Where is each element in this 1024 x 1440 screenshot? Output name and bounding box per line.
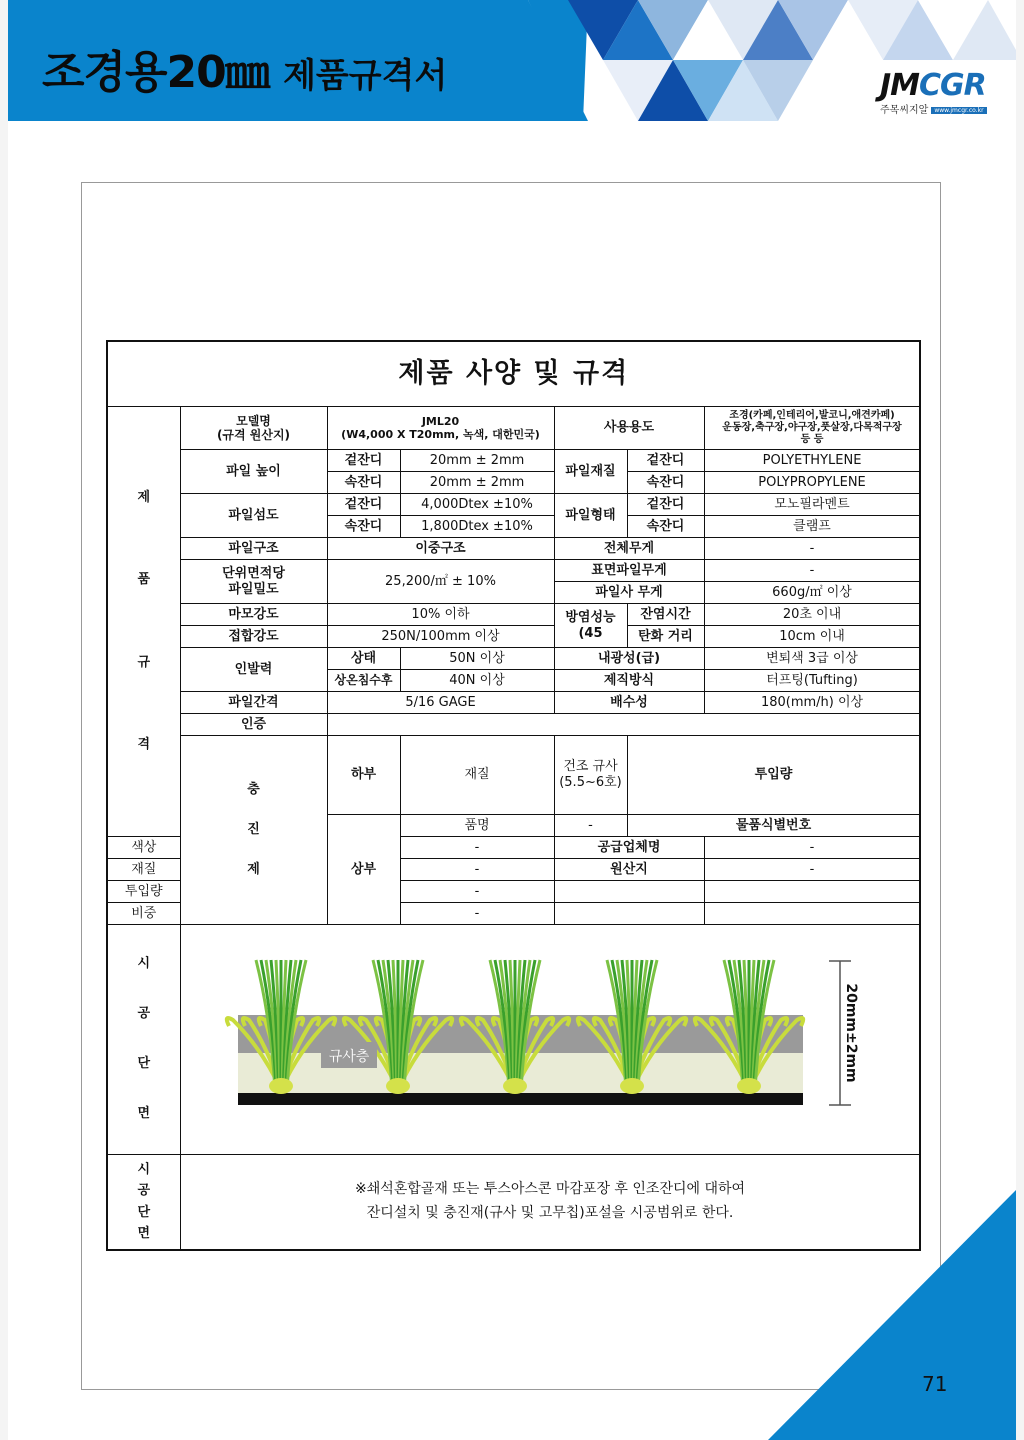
pile-material-inner-label: 속잔디 — [627, 472, 704, 494]
tuft-bind-state-value: 50N 이상 — [400, 648, 554, 670]
turf-cross-section-illustration — [181, 925, 919, 1149]
logo-url: www.jmcgr.co.kr — [931, 107, 986, 114]
pile-height-label: 파일 높이 — [180, 450, 327, 494]
pile-shape-inner-value: 클램프 — [704, 516, 920, 538]
abrasion-value: 10% 이하 — [327, 604, 554, 626]
drainage-label: 배수성 — [554, 692, 704, 714]
infill-upper-label: 상부 — [327, 814, 400, 924]
infill-amount-label: 투입량 — [627, 736, 920, 815]
pile-fineness-inner-label: 속잔디 — [327, 516, 400, 538]
pile-height-inner-value: 20mm ± 2mm — [400, 472, 554, 494]
height-dimension-label: 20mm±2mm — [843, 983, 860, 1083]
infill-color-label: 색상 — [107, 836, 180, 858]
bond-strength-value: 250N/100mm 이상 — [327, 626, 554, 648]
afterflame-value: 20초 이내 — [704, 604, 920, 626]
model-label: 모델명 (규격 원산지) — [180, 407, 327, 450]
afterflame-label: 잔염시간 — [627, 604, 704, 626]
use-label: 사용용도 — [554, 407, 704, 450]
tuft-bind-soak-label: 상온침수후 — [327, 670, 400, 692]
sand-layer-label: 규사층 — [328, 1048, 370, 1065]
pile-height-outer-value: 20mm ± 2mm — [400, 450, 554, 472]
empty-cell — [704, 902, 920, 924]
product-id-label: 물품식별번호 — [627, 814, 920, 836]
section-product-spec: 제 품 규 격 — [107, 407, 180, 837]
total-weight-value: - — [704, 538, 920, 560]
infill-item-name-label: 품명 — [400, 814, 554, 836]
section-scope: 시 공 단 면 — [107, 1154, 180, 1250]
table-title: 제품 사양 및 규격 — [107, 341, 920, 407]
infill-item-name-value: - — [554, 814, 627, 836]
pile-material-label: 파일재질 — [554, 450, 627, 494]
title-sub: 제품규격서 — [283, 56, 448, 96]
abrasion-label: 마모강도 — [180, 604, 327, 626]
infill-upper-material-value: - — [400, 858, 554, 880]
pile-shape-label: 파일형태 — [554, 494, 627, 538]
section-infill: 충 진 제 — [180, 736, 327, 925]
pile-structure-value: 이중구조 — [327, 538, 554, 560]
pile-fineness-inner-value: 1,800Dtex ±10% — [400, 516, 554, 538]
pile-material-inner-value: POLYPROPYLENE — [704, 472, 920, 494]
tuft-bind-label: 인발력 — [180, 648, 327, 692]
cross-section-diagram — [180, 924, 920, 1154]
manufacture-value: 터프팅(Tufting) — [704, 670, 920, 692]
infill-lower-label: 하부 — [327, 736, 400, 815]
surface-pile-weight-label: 표면파일무게 — [554, 560, 704, 582]
certification-label: 인증 — [180, 714, 327, 736]
char-length-value: 10cm 이내 — [704, 626, 920, 648]
flame-label: 방염성능 (45 — [554, 604, 627, 648]
pile-shape-outer-value: 모노필라멘트 — [704, 494, 920, 516]
pile-structure-label: 파일구조 — [180, 538, 327, 560]
empty-cell — [704, 880, 920, 902]
bond-strength-label: 접합강도 — [180, 626, 327, 648]
pile-density-label: 단위면적당 파일밀도 — [180, 560, 327, 604]
supplier-value: - — [704, 836, 920, 858]
infill-gravity-value: - — [400, 902, 554, 924]
empty-cell — [554, 902, 704, 924]
pile-shape-outer-label: 겉잔디 — [627, 494, 704, 516]
infill-lower-material-label: 재질 — [400, 736, 554, 815]
pile-yarn-weight-label: 파일사 무게 — [554, 582, 704, 604]
gauge-label: 파일간격 — [180, 692, 327, 714]
page-number: 71 — [922, 1372, 948, 1396]
logo-company: 주목씨지알 — [880, 105, 929, 116]
title-main: 조경용20㎜ — [42, 47, 269, 98]
spec-table — [106, 340, 921, 1251]
scope-note: ※쇄석혼합골재 또는 투스아스콘 마감포장 후 인조잔디에 대하여 잔디설치 및 충진재(규사 및 고무칩)포설을 시공범위로 한다. — [180, 1154, 920, 1250]
tuft-bind-state-label: 상태 — [327, 648, 400, 670]
header-banner — [8, 0, 1016, 121]
infill-color-value: - — [400, 836, 554, 858]
origin-value: - — [704, 858, 920, 880]
pile-yarn-weight-value: 660g/㎡ 이상 — [704, 582, 920, 604]
gauge-value: 5/16 GAGE — [327, 692, 554, 714]
total-weight-label: 전체무게 — [554, 538, 704, 560]
surface-pile-weight-value: - — [704, 560, 920, 582]
origin-label: 원산지 — [554, 858, 704, 880]
pile-height-inner-label: 속잔디 — [327, 472, 400, 494]
tuft-bind-soak-value: 40N 이상 — [400, 670, 554, 692]
logo-jm: JM — [880, 68, 920, 103]
logo-subtext — [880, 101, 1010, 116]
infill-input-label: 투입량 — [107, 880, 180, 902]
light-fastness-value: 변퇴색 3급 이상 — [704, 648, 920, 670]
logo-cgr: CGR — [919, 68, 986, 103]
pile-material-outer-value: POLYETHYLENE — [704, 450, 920, 472]
pile-fineness-outer-value: 4,000Dtex ±10% — [400, 494, 554, 516]
model-value: JML20 (W4,000 X T20mm, 녹색, 대한민국) — [327, 407, 554, 450]
infill-lower-material-value: 건조 규사(5.5~6호) — [554, 736, 627, 815]
certification-value — [327, 714, 920, 736]
infill-gravity-label: 비중 — [107, 902, 180, 924]
page-title — [42, 36, 447, 100]
manufacture-label: 제직방식 — [554, 670, 704, 692]
char-length-label: 탄화 거리 — [627, 626, 704, 648]
section-cross-section: 시 공 단 면 — [107, 924, 180, 1154]
pile-density-value: 25,200/㎡ ± 10% — [327, 560, 554, 604]
pile-shape-inner-label: 속잔디 — [627, 516, 704, 538]
supplier-label: 공급업체명 — [554, 836, 704, 858]
infill-upper-material-label: 재질 — [107, 858, 180, 880]
jmcgr-logo — [880, 68, 1010, 118]
logo-wordmark — [880, 68, 1010, 103]
pile-material-outer-label: 겉잔디 — [627, 450, 704, 472]
pile-height-outer-label: 겉잔디 — [327, 450, 400, 472]
drainage-value: 180(mm/h) 이상 — [704, 692, 920, 714]
backing-layer — [238, 1093, 803, 1105]
use-value: 조경(카페,인테리어,발코니,애견카페) 운동장,축구장,야구장,풋살장,다목적구장 등 등 — [704, 407, 920, 450]
empty-cell — [554, 880, 704, 902]
pile-fineness-label: 파일섬도 — [180, 494, 327, 538]
light-fastness-label: 내광성(급) — [554, 648, 704, 670]
pile-fineness-outer-label: 겉잔디 — [327, 494, 400, 516]
infill-input-value: - — [400, 880, 554, 902]
